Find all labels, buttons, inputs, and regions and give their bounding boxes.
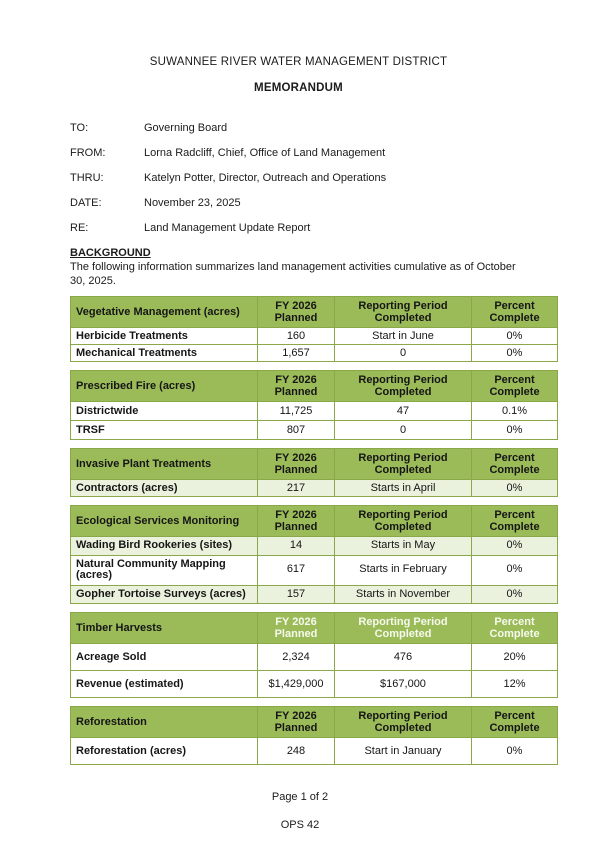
row-label-cell: Wading Bird Rookeries (sites) <box>71 537 258 556</box>
memo-field-value: Katelyn Potter, Director, Outreach and Operations <box>144 172 387 184</box>
column-header-planned: FY 2026 Planned <box>258 371 335 402</box>
background-heading: BACKGROUND <box>70 247 151 259</box>
row-label-cell: Contractors (acres) <box>71 480 258 497</box>
table-row <box>71 402 558 421</box>
table-title-cell: Timber Harvests <box>71 613 258 644</box>
table-title-cell: Prescribed Fire (acres) <box>71 371 258 402</box>
memo-field-label: DATE: <box>70 197 102 209</box>
column-header-planned: FY 2026 Planned <box>258 707 335 738</box>
table-row <box>71 585 558 604</box>
completed-cell: 0 <box>335 421 472 440</box>
planned-cell: 248 <box>258 738 335 765</box>
document-code: OPS 42 <box>280 819 320 831</box>
table-row <box>71 345 558 362</box>
completed-cell: 476 <box>335 644 472 671</box>
table-row <box>71 480 558 497</box>
column-header-completed: Reporting Period Completed <box>335 707 472 738</box>
percent-cell: 0% <box>472 328 558 345</box>
column-header-completed: Reporting Period Completed <box>335 371 472 402</box>
table-header-row <box>71 707 558 738</box>
table-row <box>71 738 558 765</box>
table-row <box>71 328 558 345</box>
planned-cell: 217 <box>258 480 335 497</box>
completed-cell: $167,000 <box>335 671 472 698</box>
percent-cell: 0% <box>472 421 558 440</box>
percent-cell: 0% <box>472 585 558 604</box>
percent-cell: 12% <box>472 671 558 698</box>
memo-field-value: November 23, 2025 <box>144 197 241 209</box>
column-header-percent: Percent Complete <box>472 449 558 480</box>
completed-cell: Starts in February <box>335 555 472 585</box>
row-label-cell: TRSF <box>71 421 258 440</box>
background-paragraph: The following information summarizes land management activities cumulative as of October 30, 2025. <box>70 261 516 287</box>
document-title: MEMORANDUM <box>254 82 343 94</box>
percent-cell: 0% <box>472 480 558 497</box>
column-header-planned: FY 2026 Planned <box>258 613 335 644</box>
table-header-row <box>71 297 558 328</box>
completed-cell: 0 <box>335 345 472 362</box>
table-title-cell: Invasive Plant Treatments <box>71 449 258 480</box>
column-header-completed: Reporting Period Completed <box>335 297 472 328</box>
completed-cell: Starts in April <box>335 480 472 497</box>
row-label-cell: Acreage Sold <box>71 644 258 671</box>
table-row <box>71 644 558 671</box>
planned-cell: 2,324 <box>258 644 335 671</box>
row-label-cell: Gopher Tortoise Surveys (acres) <box>71 585 258 604</box>
planned-cell: 14 <box>258 537 335 556</box>
table-timber-harvests <box>70 612 558 698</box>
page-number: Page 1 of 2 <box>271 791 329 803</box>
table-reforestation <box>70 706 558 765</box>
row-label-cell: Revenue (estimated) <box>71 671 258 698</box>
table-invasive-plant-treatments <box>70 448 558 497</box>
percent-cell: 0% <box>472 555 558 585</box>
column-header-percent: Percent Complete <box>472 506 558 537</box>
row-label-cell: Natural Community Mapping (acres) <box>71 555 258 585</box>
memo-field-from <box>70 147 527 159</box>
planned-cell: 1,657 <box>258 345 335 362</box>
table-title-cell: Vegetative Management (acres) <box>71 297 258 328</box>
table-ecological-services-monitoring <box>70 505 558 604</box>
memo-field-value: Land Management Update Report <box>144 222 311 234</box>
planned-cell: 157 <box>258 585 335 604</box>
memo-field-value: Governing Board <box>144 122 228 134</box>
planned-cell: 11,725 <box>258 402 335 421</box>
table-title-cell: Reforestation <box>71 707 258 738</box>
completed-cell: 47 <box>335 402 472 421</box>
planned-cell: 160 <box>258 328 335 345</box>
row-label-cell: Districtwide <box>71 402 258 421</box>
planned-cell: $1,429,000 <box>258 671 335 698</box>
completed-cell: Start in January <box>335 738 472 765</box>
column-header-percent: Percent Complete <box>472 613 558 644</box>
planned-cell: 617 <box>258 555 335 585</box>
column-header-planned: FY 2026 Planned <box>258 506 335 537</box>
percent-cell: 0% <box>472 738 558 765</box>
completed-cell: Starts in November <box>335 585 472 604</box>
column-header-planned: FY 2026 Planned <box>258 297 335 328</box>
column-header-percent: Percent Complete <box>472 707 558 738</box>
table-row <box>71 421 558 440</box>
column-header-completed: Reporting Period Completed <box>335 506 472 537</box>
memo-field-value: Lorna Radcliff, Chief, Office of Land Management <box>144 147 386 159</box>
memo-field-to <box>70 122 527 134</box>
table-header-row <box>71 506 558 537</box>
table-prescribed-fire <box>70 370 558 440</box>
completed-cell: Starts in May <box>335 537 472 556</box>
column-header-percent: Percent Complete <box>472 371 558 402</box>
percent-cell: 0% <box>472 345 558 362</box>
table-header-row <box>71 371 558 402</box>
column-header-percent: Percent Complete <box>472 297 558 328</box>
memo-field-label: RE: <box>70 222 89 234</box>
table-row <box>71 537 558 556</box>
column-header-completed: Reporting Period Completed <box>335 613 472 644</box>
memo-field-thru <box>70 172 527 184</box>
organization-title: SUWANNEE RIVER WATER MANAGEMENT DISTRICT <box>149 56 448 68</box>
memo-field-label: FROM: <box>70 147 106 159</box>
memo-field-label: THRU: <box>70 172 104 184</box>
row-label-cell: Herbicide Treatments <box>71 328 258 345</box>
table-title-cell: Ecological Services Monitoring <box>71 506 258 537</box>
row-label-cell: Reforestation (acres) <box>71 738 258 765</box>
memo-fields <box>70 122 527 234</box>
memo-field-date <box>70 197 527 209</box>
table-header-row <box>71 613 558 644</box>
row-label-cell: Mechanical Treatments <box>71 345 258 362</box>
table-row <box>71 555 558 585</box>
table-header-row <box>71 449 558 480</box>
column-header-completed: Reporting Period Completed <box>335 449 472 480</box>
percent-cell: 20% <box>472 644 558 671</box>
completed-cell: Start in June <box>335 328 472 345</box>
planned-cell: 807 <box>258 421 335 440</box>
percent-cell: 0.1% <box>472 402 558 421</box>
memo-field-label: TO: <box>70 122 89 134</box>
column-header-planned: FY 2026 Planned <box>258 449 335 480</box>
memo-field-re <box>70 222 527 234</box>
percent-cell: 0% <box>472 537 558 556</box>
table-row <box>71 671 558 698</box>
table-vegetative-management <box>70 296 558 362</box>
